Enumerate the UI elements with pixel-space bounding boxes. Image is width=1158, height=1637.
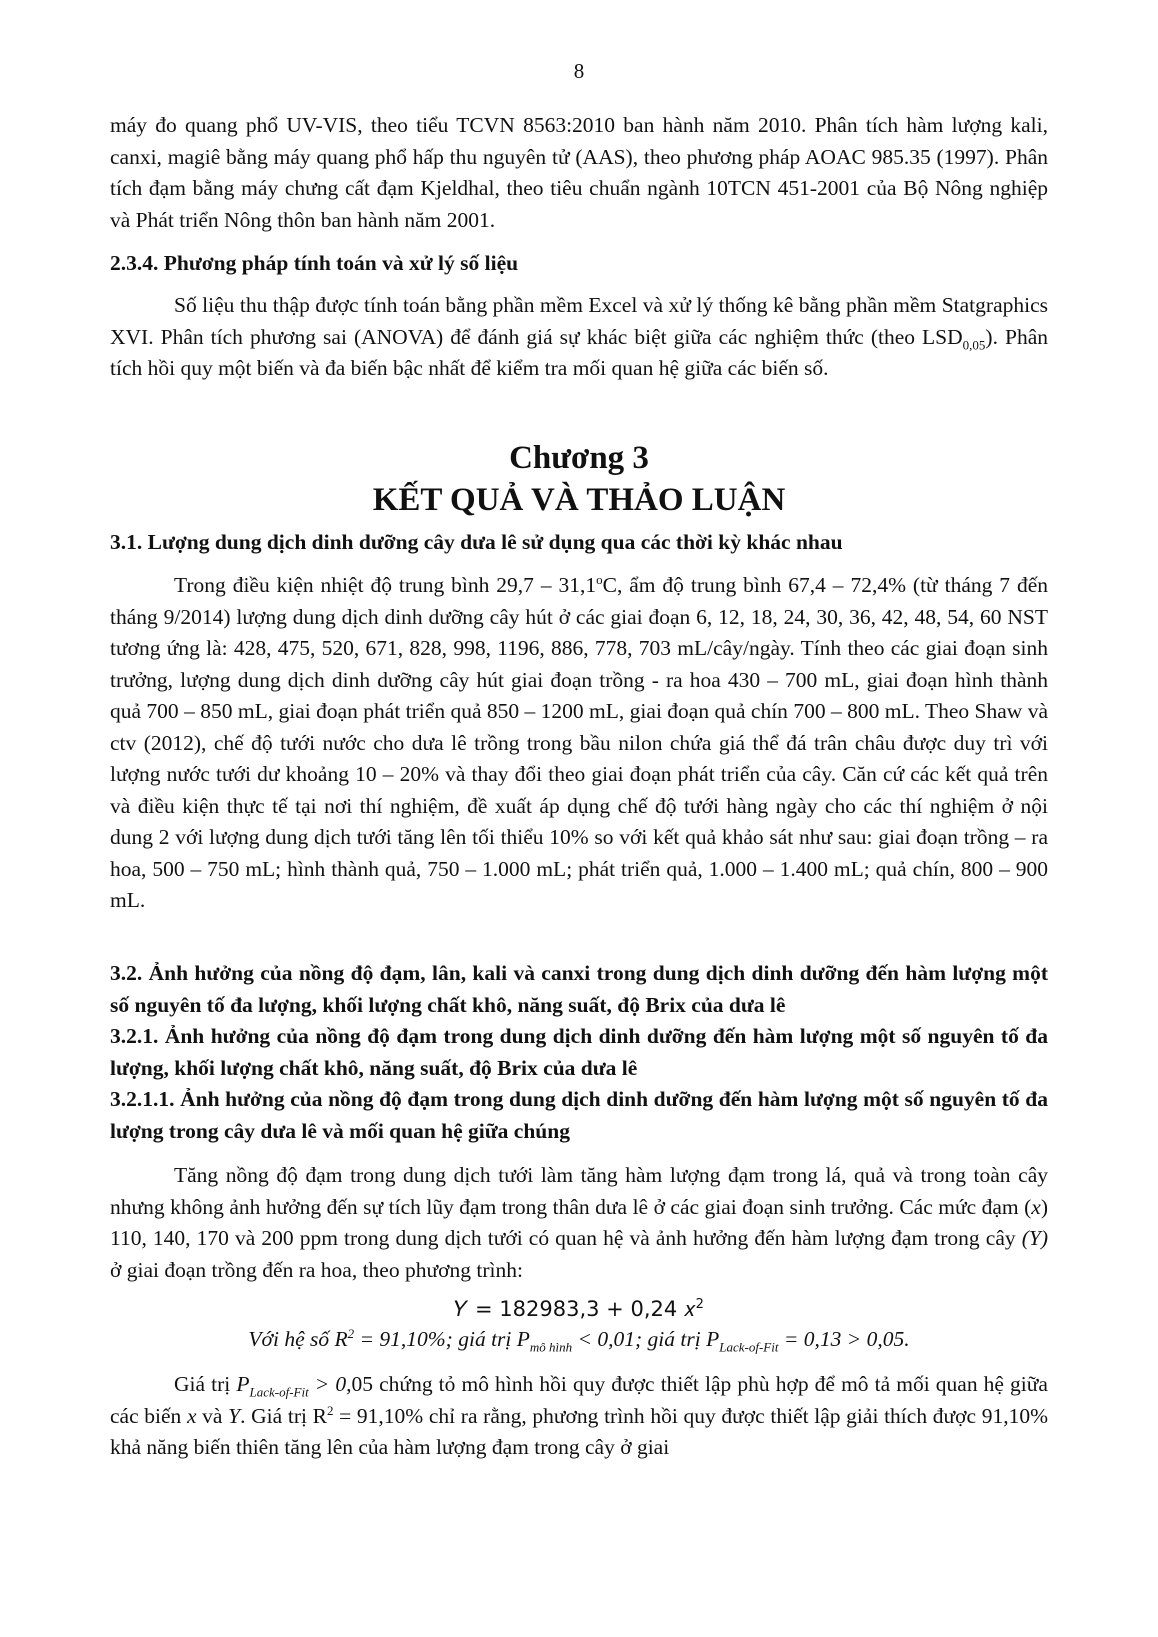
degree-superscript: o [596,571,603,587]
regression-equation [110,1295,1048,1354]
heading-3-2-1-1: 3.2.1.1. Ảnh hưởng của nồng độ đạm trong dung dịch dinh dưỡng đến hàm lượng một số nguyên tố đa lượng trong cây dưa lê và mối quan hệ giữa chúng [110,1087,1048,1143]
chapter-title: KẾT QUẢ VÀ THẢO LUẬN [372,482,786,518]
heading-3-2: 3.2. Ảnh hưởng của nồng độ đạm, lân, kali và canxi trong dung dịch dinh dưỡng đến hàm lượng một số nguyên tố đa lượng, khối lượng chất khô, năng suất, độ Brix của dưa lê [110,961,1048,1017]
r-squared-exponent: 2 [347,1325,355,1341]
section-2-3-4-body [110,290,1048,385]
equation-statistics [110,1324,1048,1354]
paragraph-2-text-a: Số liệu thu thập được tính toán bằng phần mềm Excel và xử lý thống kê bằng phần mềm Statgraphics XVI. Phân tích phương sai (ANOVA) để đánh giá sự khác biệt giữa các nghiệm thức (theo LSD [110,293,1048,349]
paragraph-5 [110,1369,1048,1464]
chapter-number: Chương 3 [509,440,649,476]
chapter-3-heading [110,438,1048,522]
variable-x: x [1031,1194,1041,1219]
paragraph-3-text-b: C, ẩm độ trung bình 67,4 – 72,4% (từ tháng 7 đến tháng 9/2014) lượng dung dịch dinh dưỡng cây hút ở các giai đoạn 6, 12, 18, 24, 30, 36, 42, 48, 54, 60 NST tương ứng là: 428, 475, 520, 671, 828, 998, 1196, 886, 778, 703 mL/cây/ngày. Tính theo các giai đoạn sinh trưởng, lượng dung dịch dinh dưỡng cây hút giai đoạn trồng - ra hoa 430 – 700 mL, giai đoạn hình thành quả 700 – 850 mL, giai đoạn phát triển quả 850 – 1200 mL, giai đoạn quả chín 700 – 800 mL. Theo Shaw và ctv (2012), chế độ tưới nước cho dưa lê trồng trong bầu nilon chứa giá thể đá trân châu được duy trì với lượng nước tưới dư khoảng 10 – 20% và thay đổi theo giai đoạn phát triển của cây. Căn cứ các kết quả trên và điều kiện thực tế tại nơi thí nghiệm, đề xuất áp dụng chế độ tưới hàng ngày cho các thí nghiệm ở nội dung 2 với lượng dung dịch tưới tăng lên tối thiểu 10% so với kết quả khảo sát như sau: giai đoạn trồng – ra hoa, 500 – 750 mL; hình thành quả, 750 – 1.000 mL; phát triển quả, 1.000 – 1.400 mL; quả chín, 800 – 900 mL. [110,573,1048,912]
lack-of-fit-subscript: Lack-of-Fit [249,1384,309,1400]
threshold-text: > 0, [308,1372,352,1396]
paragraph-analysis-methods [110,110,1048,236]
variable-y-2: Y [228,1403,241,1428]
equation-exponent: 2 [695,1297,704,1312]
p-model-subscript: mô hình [529,1339,573,1355]
paragraph-2-text-b: ). Phân tích hồi quy một biến và đa biến bậc nhất để kiểm tra mối quan hệ giữa các biến số. [110,324,1048,380]
stat-text-c: < 0,01; giá trị P [572,1327,720,1351]
equation-line [110,1295,1048,1324]
heading-3-1: 3.1. Lượng dung dịch dinh dưỡng cây dưa lê sử dụng qua các thời kỳ khác nhau [110,530,843,554]
paragraph-2 [110,290,1048,385]
paragraph-4 [110,1160,1048,1286]
equation-expression: 𝑌 = 182983,3 + 0,24 𝑥 [454,1297,696,1321]
stat-text-d: = 0,13 > 0,05. [778,1327,910,1351]
paragraph-5-text-a: Giá trị [174,1372,237,1396]
heading-2-3-4: 2.3.4. Phương pháp tính toán và xử lý số liệu [110,251,519,275]
heading-3-2-1: 3.2.1. Ảnh hưởng của nồng độ đạm trong dung dịch dinh dưỡng đến hàm lượng một số nguyên tố đa lượng, khối lượng chất khô, năng suất, độ Brix của dưa lê [110,1024,1048,1080]
paragraph-4-text-c: ở giai đoạn trồng đến ra hoa, theo phương trình: [110,1257,523,1282]
paragraph-4-text-b: ) 110, 140, 170 và 200 ppm trong dung dịch tưới có quan hệ và ảnh hưởng đến hàm lượng đạm trong cây [110,1194,1048,1250]
stat-text-a: Với hệ số R [248,1327,348,1351]
paragraph-5-text-b: 05 chứng tỏ mô hình hồi quy được thiết lập phù hợp để mô tả mối quan hệ giữa các biến [110,1372,1048,1428]
paragraph-1: máy đo quang phổ UV-VIS, theo tiểu TCVN 8563:2010 ban hành năm 2010. Phân tích hàm lượng kali, canxi, magiê bằng máy quang phổ hấp thu nguyên tử (AAS), theo phương pháp AOAC 985.35 (1997). Phân tích đạm bằng máy chưng cất đạm Kjeldhal, theo tiêu chuẩn ngành 10TCN 451-2001 của Bộ Nông nghiệp và Phát triển Nông thôn ban hành năm 2001. [110,113,1048,232]
r-squared-exponent-2: 2 [326,1402,334,1418]
page-number: 8 [573,59,585,83]
paragraph-5-text-d: = 91,10% chỉ ra rằng, phương trình hồi quy được thiết lập giải thích được 91,10% khả năng biến thiên tăng lên của hàm lượng đạm trong cây ở giai [110,1403,1048,1459]
chapter-heading [110,438,1048,522]
p-lack-of-fit-subscript: Lack-of-Fit [719,1339,779,1355]
section-3-1 [110,527,1048,559]
interpretation-paragraph [110,1369,1048,1464]
stat-text-b: = 91,10%; giá trị P [354,1327,530,1351]
section-2-3-4 [110,248,1048,280]
paragraph-4-text-a: Tăng nồng độ đạm trong dung dịch tưới làm tăng hàm lượng đạm trong lá, quả và trong toàn cây nhưng không ảnh hưởng đến sự tích lũy đạm trong thân dưa lê ở các giai đoạn sinh trưởng. Các mức đạm ( [110,1163,1048,1219]
section-3-1-body [110,570,1048,917]
variable-y: (Y) [1021,1226,1048,1250]
paragraph-3 [110,570,1048,917]
paragraph-5-text-c: . Giá trị R [240,1403,327,1428]
conjunction: và [196,1403,229,1428]
paragraph-3-text-a: Trong điều kiện nhiệt độ trung bình 29,7 – 31,1 [174,573,597,597]
section-3-2-headings [110,958,1048,1147]
variable-x-2: x [186,1403,197,1428]
p-symbol: P [236,1372,250,1396]
lsd-subscript: 0,05 [962,336,986,352]
section-3-2-1-1-body [110,1160,1048,1286]
